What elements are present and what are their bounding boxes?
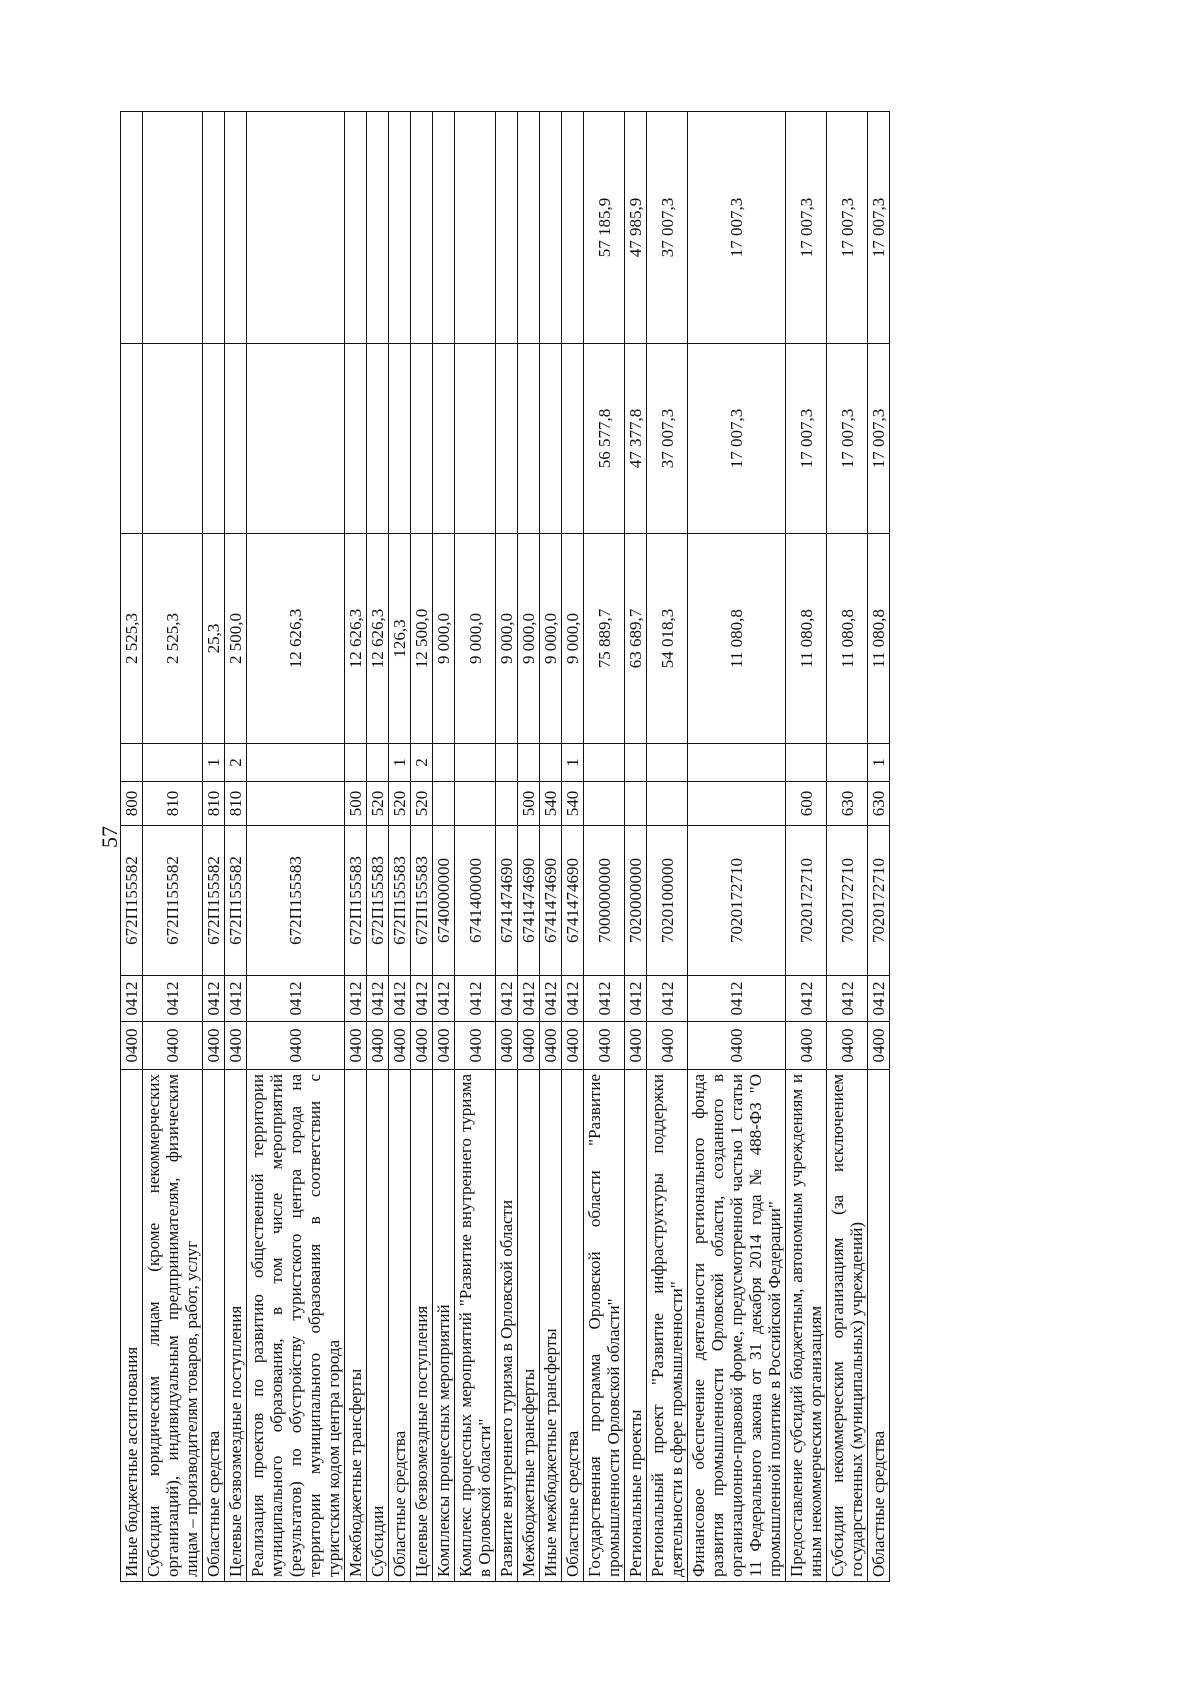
expense-type-cell — [433, 782, 455, 826]
source-code-cell: 2 — [411, 744, 433, 782]
source-code-cell — [540, 744, 562, 782]
subsection-code-cell: 0412 — [562, 976, 584, 1022]
amount-year1-cell: 126,3 — [389, 534, 411, 744]
section-code-cell: 0400 — [584, 1022, 625, 1070]
subsection-code-cell: 0412 — [143, 976, 203, 1022]
target-article-cell: 7020000000 — [625, 826, 647, 976]
section-code-cell: 0400 — [389, 1022, 411, 1070]
source-code-cell — [518, 744, 540, 782]
section-code-cell: 0400 — [455, 1022, 496, 1070]
source-code-cell — [584, 744, 625, 782]
target-article-cell: 7000000000 — [584, 826, 625, 976]
amount-year1-cell: 11 080,8 — [827, 534, 868, 744]
table-row — [647, 112, 688, 1582]
section-code-cell: 0400 — [367, 1022, 389, 1070]
expense-type-cell: 520 — [389, 782, 411, 826]
source-code-cell — [786, 744, 827, 782]
amount-year3-cell — [496, 112, 518, 344]
amount-year3-cell — [247, 112, 345, 344]
source-code-cell: 1 — [203, 744, 225, 782]
source-code-cell — [121, 744, 143, 782]
amount-year1-cell: 9 000,0 — [540, 534, 562, 744]
source-code-cell: 1 — [389, 744, 411, 782]
amount-year3-cell — [225, 112, 247, 344]
amount-year2-cell — [433, 344, 455, 534]
section-code-cell: 0400 — [647, 1022, 688, 1070]
amount-year3-cell — [433, 112, 455, 344]
amount-year1-cell: 9 000,0 — [562, 534, 584, 744]
source-code-cell — [433, 744, 455, 782]
target-article-cell: 6741474690 — [540, 826, 562, 976]
table-row — [225, 112, 247, 1582]
target-article-cell: 6741474690 — [496, 826, 518, 976]
amount-year2-cell — [345, 344, 367, 534]
expense-type-cell: 540 — [562, 782, 584, 826]
amount-year2-cell — [562, 344, 584, 534]
subsection-code-cell: 0412 — [433, 976, 455, 1022]
item-name-cell: Реализация проектов по развитию общественной территории муниципального образования, в том числе мероприятий (результатов) по обустройству туристского центра города на территории муниципального образования в соответствии с туристским кодом центра города — [247, 1070, 345, 1582]
target-article-cell: 7020172710 — [688, 826, 786, 976]
expense-type-cell — [496, 782, 518, 826]
amount-year2-cell: 47 377,8 — [625, 344, 647, 534]
section-code-cell: 0400 — [496, 1022, 518, 1070]
table-row — [143, 112, 203, 1582]
target-article-cell: 6741474690 — [518, 826, 540, 976]
section-code-cell: 0400 — [345, 1022, 367, 1070]
amount-year2-cell: 37 007,3 — [647, 344, 688, 534]
table-row — [367, 112, 389, 1582]
amount-year2-cell — [411, 344, 433, 534]
amount-year3-cell — [143, 112, 203, 344]
amount-year1-cell: 11 080,8 — [868, 534, 890, 744]
item-name-cell: Межбюджетные трансферты — [518, 1070, 540, 1582]
section-code-cell: 0400 — [868, 1022, 890, 1070]
item-name-cell: Комплексы процессных мероприятий — [433, 1070, 455, 1582]
target-article-cell: 672П155583 — [411, 826, 433, 976]
page-number: 57 — [97, 826, 122, 848]
table-row — [584, 112, 625, 1582]
amount-year1-cell: 9 000,0 — [518, 534, 540, 744]
subsection-code-cell: 0412 — [827, 976, 868, 1022]
amount-year2-cell — [225, 344, 247, 534]
amount-year1-cell: 2 525,3 — [143, 534, 203, 744]
item-name-cell: Иные межбюджетные трансферты — [540, 1070, 562, 1582]
amount-year1-cell: 12 626,3 — [367, 534, 389, 744]
amount-year2-cell: 56 577,8 — [584, 344, 625, 534]
source-code-cell: 1 — [562, 744, 584, 782]
expense-type-cell: 810 — [143, 782, 203, 826]
table-row — [121, 112, 143, 1582]
amount-year1-cell: 75 889,7 — [584, 534, 625, 744]
amount-year3-cell — [389, 112, 411, 344]
item-name-cell: Субсидии некоммерческим организациям (за исключением государственных (муниципальных) учреждений) — [827, 1070, 868, 1582]
expense-type-cell: 500 — [345, 782, 367, 826]
expense-type-cell: 630 — [868, 782, 890, 826]
item-name-cell: Областные средства — [203, 1070, 225, 1582]
amount-year3-cell: 57 185,9 — [584, 112, 625, 344]
amount-year2-cell: 17 007,3 — [827, 344, 868, 534]
source-code-cell — [455, 744, 496, 782]
budget-table — [120, 111, 890, 1582]
section-code-cell: 0400 — [247, 1022, 345, 1070]
amount-year1-cell: 11 080,8 — [688, 534, 786, 744]
amount-year2-cell — [367, 344, 389, 534]
expense-type-cell: 810 — [225, 782, 247, 826]
subsection-code-cell: 0412 — [786, 976, 827, 1022]
item-name-cell: Государственная программа Орловской области "Развитие промышленности Орловской области" — [584, 1070, 625, 1582]
amount-year1-cell: 9 000,0 — [433, 534, 455, 744]
item-name-cell: Финансовое обеспечение деятельности регионального фонда развития промышленности Орловской области, созданного в организационно-правовой форме, предусмотренной частью 1 статьи 11 Федерального закона от 31 декабря 2014 года № 488-ФЗ "О промышленной политике в Российской Федерации" — [688, 1070, 786, 1582]
section-code-cell: 0400 — [225, 1022, 247, 1070]
expense-type-cell: 600 — [786, 782, 827, 826]
target-article-cell: 672П155583 — [389, 826, 411, 976]
subsection-code-cell: 0412 — [455, 976, 496, 1022]
amount-year2-cell — [247, 344, 345, 534]
table-row — [625, 112, 647, 1582]
subsection-code-cell: 0412 — [367, 976, 389, 1022]
amount-year2-cell — [143, 344, 203, 534]
amount-year2-cell — [496, 344, 518, 534]
subsection-code-cell: 0412 — [345, 976, 367, 1022]
section-code-cell: 0400 — [143, 1022, 203, 1070]
amount-year1-cell: 12 626,3 — [247, 534, 345, 744]
item-name-cell: Развитие внутреннего туризма в Орловской области — [496, 1070, 518, 1582]
source-code-cell — [688, 744, 786, 782]
expense-type-cell: 520 — [411, 782, 433, 826]
target-article-cell: 672П155583 — [367, 826, 389, 976]
amount-year1-cell: 63 689,7 — [625, 534, 647, 744]
subsection-code-cell: 0412 — [411, 976, 433, 1022]
section-code-cell: 0400 — [562, 1022, 584, 1070]
subsection-code-cell: 0412 — [688, 976, 786, 1022]
item-name-cell: Субсидии юридическим лицам (кроме некоммерческих организаций), индивидуальным предпринимателям, физическим лицам – производителям товаров, работ, услуг — [143, 1070, 203, 1582]
table-row — [411, 112, 433, 1582]
source-code-cell — [345, 744, 367, 782]
amount-year1-cell: 2 525,3 — [121, 534, 143, 744]
expense-type-cell — [625, 782, 647, 826]
table-row — [688, 112, 786, 1582]
section-code-cell: 0400 — [827, 1022, 868, 1070]
target-article-cell: 7020100000 — [647, 826, 688, 976]
subsection-code-cell: 0412 — [868, 976, 890, 1022]
amount-year2-cell — [121, 344, 143, 534]
amount-year1-cell: 25,3 — [203, 534, 225, 744]
item-name-cell: Областные средства — [389, 1070, 411, 1582]
item-name-cell: Межбюджетные трансферты — [345, 1070, 367, 1582]
section-code-cell: 0400 — [411, 1022, 433, 1070]
subsection-code-cell: 0412 — [625, 976, 647, 1022]
amount-year3-cell — [540, 112, 562, 344]
target-article-cell: 6741474690 — [562, 826, 584, 976]
source-code-cell — [143, 744, 203, 782]
table-row — [433, 112, 455, 1582]
source-code-cell — [247, 744, 345, 782]
source-code-cell — [827, 744, 868, 782]
rotated-table-container — [120, 112, 890, 1582]
target-article-cell: 672П155583 — [247, 826, 345, 976]
expense-type-cell: 500 — [518, 782, 540, 826]
subsection-code-cell: 0412 — [247, 976, 345, 1022]
target-article-cell: 672П155583 — [345, 826, 367, 976]
item-name-cell: Целевые безвозмездные поступления — [411, 1070, 433, 1582]
target-article-cell: 672П155582 — [225, 826, 247, 976]
subsection-code-cell: 0412 — [389, 976, 411, 1022]
amount-year1-cell: 9 000,0 — [496, 534, 518, 744]
amount-year2-cell — [455, 344, 496, 534]
amount-year3-cell: 17 007,3 — [786, 112, 827, 344]
item-name-cell: Областные средства — [562, 1070, 584, 1582]
amount-year3-cell — [411, 112, 433, 344]
amount-year3-cell — [518, 112, 540, 344]
table-row — [540, 112, 562, 1582]
amount-year3-cell: 17 007,3 — [688, 112, 786, 344]
item-name-cell: Иные бюджетные ассигнования — [121, 1070, 143, 1582]
amount-year3-cell — [367, 112, 389, 344]
target-article-cell: 672П155582 — [143, 826, 203, 976]
section-code-cell: 0400 — [786, 1022, 827, 1070]
expense-type-cell — [455, 782, 496, 826]
item-name-cell: Целевые безвозмездные поступления — [225, 1070, 247, 1582]
table-row — [345, 112, 367, 1582]
table-row — [786, 112, 827, 1582]
table-row — [496, 112, 518, 1582]
target-article-cell: 6741400000 — [455, 826, 496, 976]
target-article-cell: 672П155582 — [203, 826, 225, 976]
amount-year3-cell — [121, 112, 143, 344]
amount-year3-cell — [203, 112, 225, 344]
amount-year1-cell: 9 000,0 — [455, 534, 496, 744]
expense-type-cell: 810 — [203, 782, 225, 826]
item-name-cell: Субсидии — [367, 1070, 389, 1582]
target-article-cell: 7020172710 — [786, 826, 827, 976]
section-code-cell: 0400 — [540, 1022, 562, 1070]
amount-year1-cell: 2 500,0 — [225, 534, 247, 744]
table-row — [203, 112, 225, 1582]
subsection-code-cell: 0412 — [584, 976, 625, 1022]
item-name-cell: Региональные проекты — [625, 1070, 647, 1582]
amount-year2-cell: 17 007,3 — [786, 344, 827, 534]
amount-year1-cell: 12 500,0 — [411, 534, 433, 744]
expense-type-cell: 520 — [367, 782, 389, 826]
amount-year2-cell — [540, 344, 562, 534]
section-code-cell: 0400 — [625, 1022, 647, 1070]
table-row — [247, 112, 345, 1582]
subsection-code-cell: 0412 — [518, 976, 540, 1022]
source-code-cell: 2 — [225, 744, 247, 782]
amount-year3-cell: 47 985,9 — [625, 112, 647, 344]
expense-type-cell — [647, 782, 688, 826]
amount-year2-cell: 17 007,3 — [688, 344, 786, 534]
table-row — [868, 112, 890, 1582]
subsection-code-cell: 0412 — [540, 976, 562, 1022]
target-article-cell: 7020172710 — [827, 826, 868, 976]
expense-type-cell: 540 — [540, 782, 562, 826]
table-row — [518, 112, 540, 1582]
subsection-code-cell: 0412 — [225, 976, 247, 1022]
section-code-cell: 0400 — [518, 1022, 540, 1070]
source-code-cell — [647, 744, 688, 782]
expense-type-cell — [688, 782, 786, 826]
item-name-cell: Комплекс процессных мероприятий "Развитие внутреннего туризма в Орловской области" — [455, 1070, 496, 1582]
expense-type-cell — [247, 782, 345, 826]
subsection-code-cell: 0412 — [496, 976, 518, 1022]
table-row — [455, 112, 496, 1582]
amount-year3-cell: 17 007,3 — [868, 112, 890, 344]
amount-year1-cell: 54 018,3 — [647, 534, 688, 744]
amount-year3-cell — [455, 112, 496, 344]
amount-year3-cell: 37 007,3 — [647, 112, 688, 344]
table-row — [562, 112, 584, 1582]
target-article-cell: 672П155582 — [121, 826, 143, 976]
amount-year1-cell: 11 080,8 — [786, 534, 827, 744]
section-code-cell: 0400 — [121, 1022, 143, 1070]
section-code-cell: 0400 — [688, 1022, 786, 1070]
amount-year2-cell: 17 007,3 — [868, 344, 890, 534]
budget-table-body — [121, 112, 890, 1582]
source-code-cell — [625, 744, 647, 782]
subsection-code-cell: 0412 — [121, 976, 143, 1022]
expense-type-cell — [584, 782, 625, 826]
section-code-cell: 0400 — [433, 1022, 455, 1070]
item-name-cell: Региональный проект "Развитие инфраструктуры поддержки деятельности в сфере промышленности" — [647, 1070, 688, 1582]
expense-type-cell: 630 — [827, 782, 868, 826]
table-row — [827, 112, 868, 1582]
expense-type-cell: 800 — [121, 782, 143, 826]
target-article-cell: 6740000000 — [433, 826, 455, 976]
source-code-cell: 1 — [868, 744, 890, 782]
amount-year3-cell — [562, 112, 584, 344]
source-code-cell — [496, 744, 518, 782]
amount-year3-cell: 17 007,3 — [827, 112, 868, 344]
amount-year1-cell: 12 626,3 — [345, 534, 367, 744]
section-code-cell: 0400 — [203, 1022, 225, 1070]
subsection-code-cell: 0412 — [647, 976, 688, 1022]
amount-year2-cell — [389, 344, 411, 534]
item-name-cell: Областные средства — [868, 1070, 890, 1582]
source-code-cell — [367, 744, 389, 782]
subsection-code-cell: 0412 — [203, 976, 225, 1022]
target-article-cell: 7020172710 — [868, 826, 890, 976]
item-name-cell: Предоставление субсидий бюджетным, автономным учреждениям и иным некоммерческим организациям — [786, 1070, 827, 1582]
amount-year2-cell — [518, 344, 540, 534]
table-row — [389, 112, 411, 1582]
amount-year2-cell — [203, 344, 225, 534]
amount-year3-cell — [345, 112, 367, 344]
